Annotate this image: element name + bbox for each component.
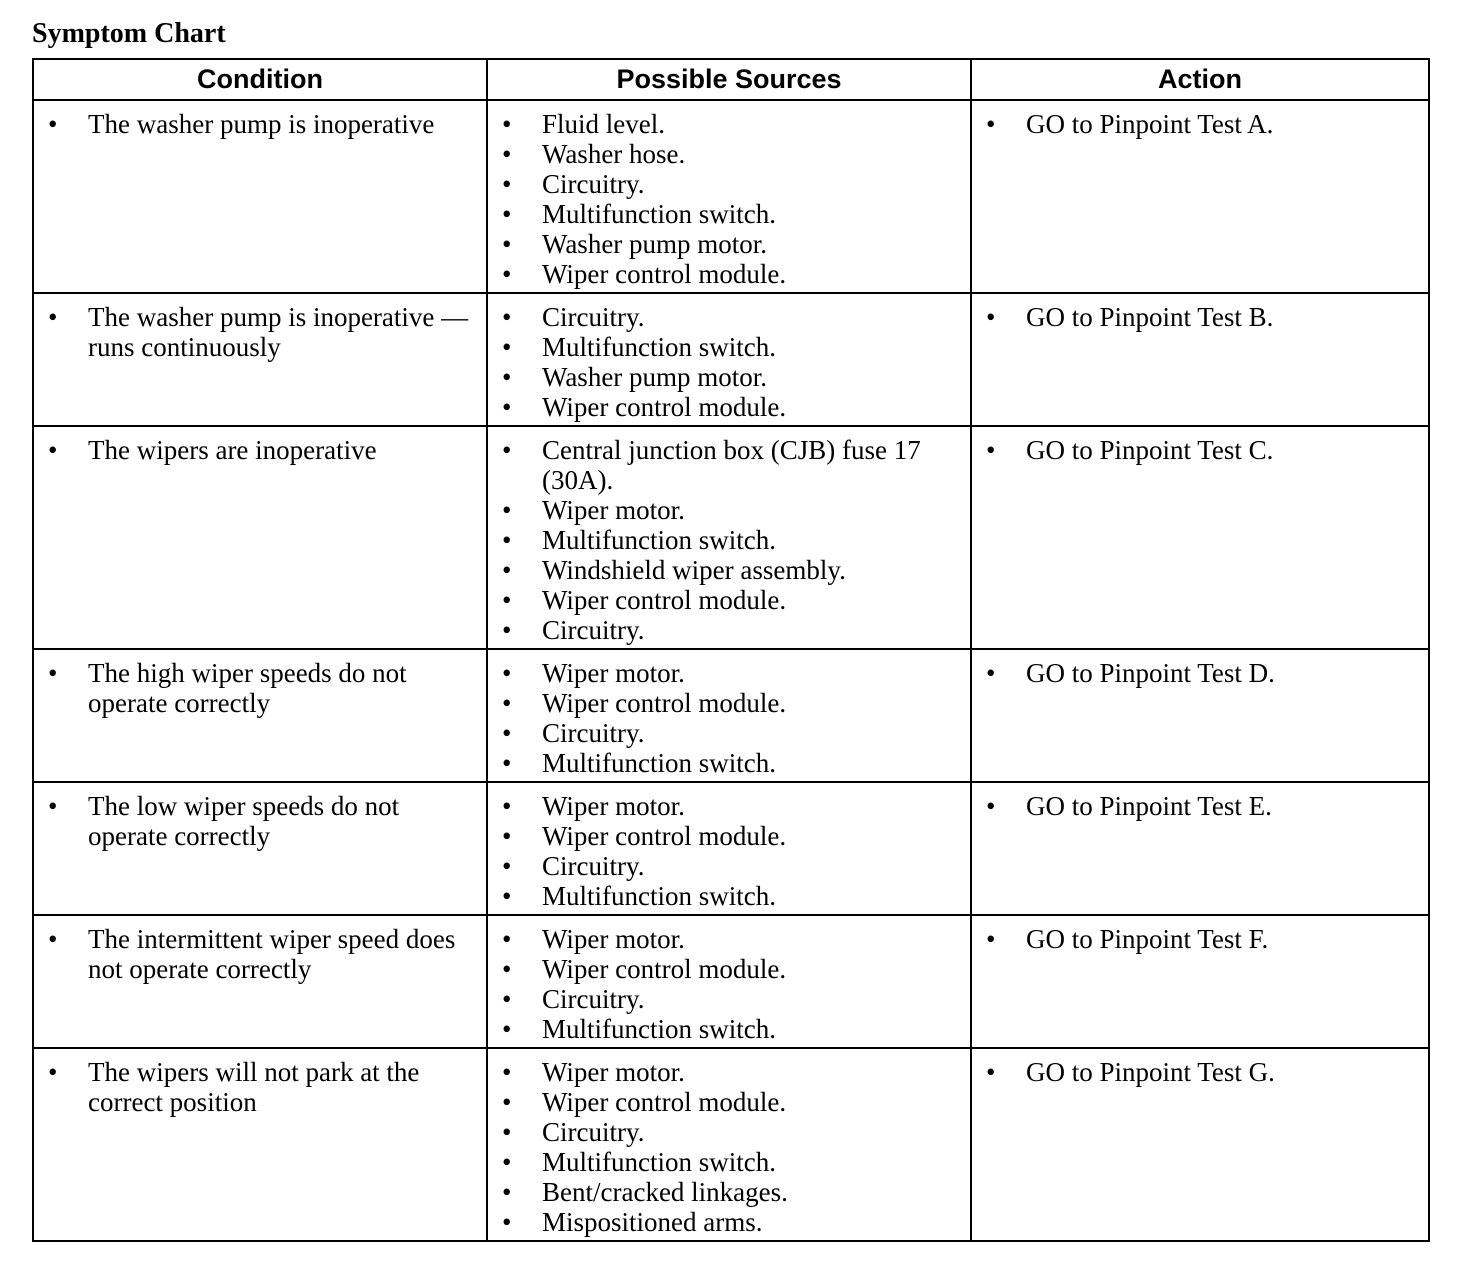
condition-cell xyxy=(33,100,487,293)
source-item: • Wiper motor. xyxy=(498,658,960,688)
source-item: • Wiper motor. xyxy=(498,924,960,954)
possible-sources-cell xyxy=(487,915,971,1048)
action-text: • GO to Pinpoint Test D. xyxy=(982,658,1418,688)
condition-text: • The wipers will not park at the correct position xyxy=(44,1057,476,1117)
action-cell xyxy=(971,782,1429,915)
table-row xyxy=(33,1048,1429,1241)
header-condition: Condition xyxy=(33,59,487,100)
source-item: • Circuitry. xyxy=(498,169,960,199)
source-item: • Circuitry. xyxy=(498,1117,960,1147)
source-item: • Washer pump motor. xyxy=(498,229,960,259)
condition-cell xyxy=(33,426,487,649)
header-action: Action xyxy=(971,59,1429,100)
table-row xyxy=(33,782,1429,915)
condition-text: • The low wiper speeds do not operate correctly xyxy=(44,791,476,851)
action-cell xyxy=(971,293,1429,426)
condition-cell xyxy=(33,649,487,782)
source-item: • Wiper control module. xyxy=(498,392,960,422)
source-item: • Central junction box (CJB) fuse 17 (30A). xyxy=(498,435,960,495)
source-item: • Multifunction switch. xyxy=(498,1014,960,1044)
source-item: • Wiper motor. xyxy=(498,791,960,821)
source-item: • Multifunction switch. xyxy=(498,748,960,778)
source-item: • Circuitry. xyxy=(498,615,960,645)
action-cell xyxy=(971,100,1429,293)
condition-text: • The washer pump is inoperative xyxy=(44,109,476,139)
source-item: • Multifunction switch. xyxy=(498,199,960,229)
action-cell xyxy=(971,915,1429,1048)
source-item: • Multifunction switch. xyxy=(498,881,960,911)
condition-text: • The high wiper speeds do not operate correctly xyxy=(44,658,476,718)
source-item: • Wiper motor. xyxy=(498,1057,960,1087)
source-item: • Circuitry. xyxy=(498,851,960,881)
action-text: • GO to Pinpoint Test G. xyxy=(982,1057,1418,1087)
source-item: • Wiper control module. xyxy=(498,585,960,615)
table-row xyxy=(33,293,1429,426)
source-item: • Mispositioned arms. xyxy=(498,1207,960,1237)
table-row xyxy=(33,649,1429,782)
condition-text: • The intermittent wiper speed does not operate correctly xyxy=(44,924,476,984)
action-cell xyxy=(971,649,1429,782)
source-item: • Washer hose. xyxy=(498,139,960,169)
possible-sources-cell xyxy=(487,649,971,782)
source-item: • Wiper control module. xyxy=(498,259,960,289)
source-item: • Circuitry. xyxy=(498,718,960,748)
possible-sources-cell xyxy=(487,426,971,649)
source-item: • Fluid level. xyxy=(498,109,960,139)
source-item: • Wiper motor. xyxy=(498,495,960,525)
action-text: • GO to Pinpoint Test B. xyxy=(982,302,1418,332)
action-text: • GO to Pinpoint Test E. xyxy=(982,791,1418,821)
possible-sources-cell xyxy=(487,782,971,915)
source-item: • Multifunction switch. xyxy=(498,525,960,555)
table-row xyxy=(33,100,1429,293)
condition-text: • The washer pump is inoperative — runs continuously xyxy=(44,302,476,362)
action-cell xyxy=(971,1048,1429,1241)
possible-sources-cell xyxy=(487,100,971,293)
condition-cell xyxy=(33,293,487,426)
action-text: • GO to Pinpoint Test A. xyxy=(982,109,1418,139)
condition-cell xyxy=(33,1048,487,1241)
symptom-chart-table xyxy=(32,58,1430,1242)
chart-title: Symptom Chart xyxy=(32,18,226,49)
action-text: • GO to Pinpoint Test F. xyxy=(982,924,1418,954)
source-item: • Wiper control module. xyxy=(498,954,960,984)
condition-cell xyxy=(33,782,487,915)
source-item: • Wiper control module. xyxy=(498,1087,960,1117)
header-possible-sources: Possible Sources xyxy=(487,59,971,100)
condition-cell xyxy=(33,915,487,1048)
table-row xyxy=(33,426,1429,649)
source-item: • Circuitry. xyxy=(498,984,960,1014)
table-row xyxy=(33,915,1429,1048)
source-item: • Washer pump motor. xyxy=(498,362,960,392)
possible-sources-cell xyxy=(487,1048,971,1241)
action-cell xyxy=(971,426,1429,649)
source-item: • Windshield wiper assembly. xyxy=(498,555,960,585)
source-item: • Circuitry. xyxy=(498,302,960,332)
source-item: • Bent/cracked linkages. xyxy=(498,1177,960,1207)
condition-text: • The wipers are inoperative xyxy=(44,435,476,465)
source-item: • Wiper control module. xyxy=(498,688,960,718)
source-item: • Multifunction switch. xyxy=(498,1147,960,1177)
possible-sources-cell xyxy=(487,293,971,426)
source-item: • Multifunction switch. xyxy=(498,332,960,362)
source-item: • Wiper control module. xyxy=(498,821,960,851)
header-row xyxy=(33,59,1429,100)
action-text: • GO to Pinpoint Test C. xyxy=(982,435,1418,465)
